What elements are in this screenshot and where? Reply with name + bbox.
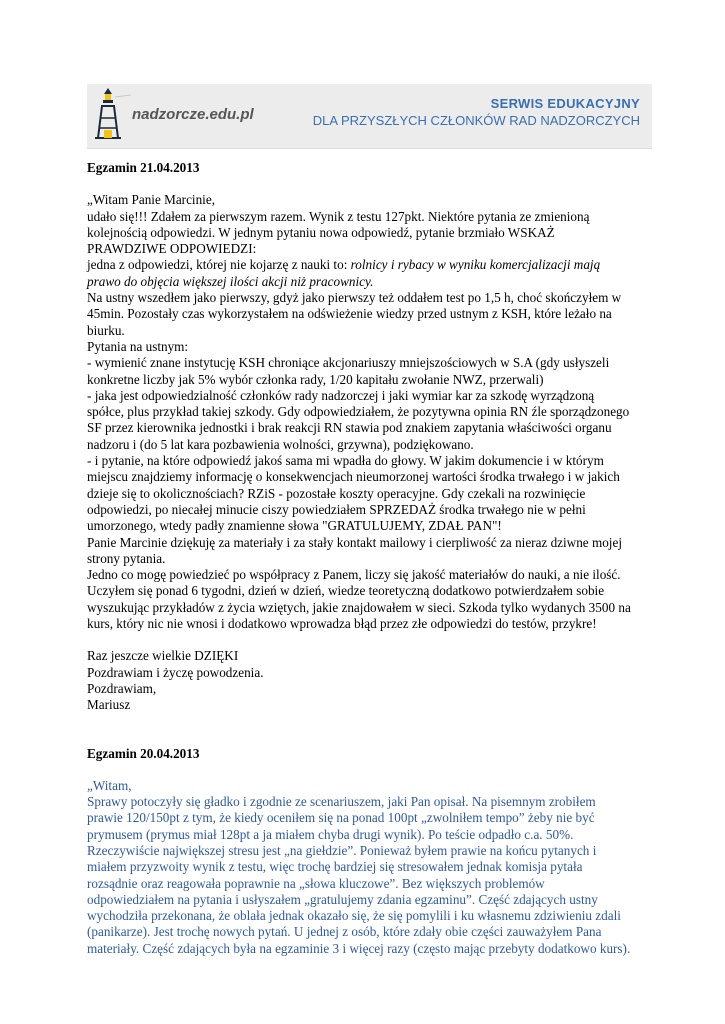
- site-banner: [87, 84, 652, 149]
- entry-paragraph-lead: jedna z odpowiedzi, której nie kojarzę z nauki to:: [87, 257, 351, 273]
- entry-paragraph: udało się!!! Zdałem za pierwszym razem. Wynik z testu 127pkt. Niektóre pytania ze zmienioną kolejnością odpowiedzi. W jednym pytaniu nowa odpowiedź, pytanie brzmiało WSKAŻ PRAWDZIWE ODPOWIEDZI:: [87, 208, 590, 257]
- entry-paragraph: - i pytanie, na które odpowiedź jakoś sama mi wpadła do głowy. W jakim dokumencie i w którym miejscu znajdziemy informację o konsekwencjach nieumorzonej wartości środka trwałego i w jakich dzieje się to okolicznościach? RZiS - pozostałe koszty operacyjne. Gdy czekali na rozwinięcie odpowiedzi, po niecałej minucie ciszy powiedziałem SPRZEDAŻ środka trwałego nie w pełni umorzonego, wtedy padły znamienne słowa "GRATULUJEMY, ZDAŁ PAN"!: [87, 453, 620, 534]
- entry-heading: Egzamin 21.04.2013: [87, 160, 200, 175]
- entry-closing: Pozdrawiam,: [87, 680, 157, 696]
- entry-paragraph: Sprawy potoczyły się gładko i zgodnie ze scenariuszem, jaki Pan opisał. Na pisemnym zrobiłem prawie 120/150pt z tym, że kiedy oceniłem się na ponad 100pt „zwolniłem tempo” żeby nie być prymusem (prymus miał 128pt a ja miałem chyba drugi wynik). Po teście odpadło c.a. 50%. Rzeczywiście największej stresu jest „na giełdzie”. Ponieważ byłem prawie na końcu pytanych i miałem przyzwoity wynik z testu, więc trochę bardziej się stresowałem jednak komisja pytała rozsądnie oraz reagowała poprawnie na „słowa kluczowe”. Bez większych problemów odpowiedziałem na pytania i usłyszałem „gratulujemy zdania egzaminu”. Część zdających ustny wychodziła przekonana, że oblała jednak okazało się, że się pomylili i ku własnemu zdziwieniu zdali (panikarze). Jest trochę nowych pytań. U jednej z osób, które zdały obie części zauważyłem Pana materiały. Część zdających była na egzaminie 3 i więcej razy (często mając przebyty dodatkowo kurs).: [87, 794, 631, 956]
- entry-greeting: „Witam,: [87, 777, 132, 793]
- entry-paragraph: Pytania na ustnym:: [87, 338, 189, 354]
- entry-paragraph: - wymienić znane instytucję KSH chroniące akcjonariuszy mniejszościowych w S.A (gdy usłyszeli konkretne liczby jak 5% wybór członka rady, 1/20 kapitału zwołanie NWZ, przerwali): [87, 355, 610, 387]
- testimonial-entry-2: [87, 746, 632, 958]
- site-name[interactable]: nadzorcze.edu.pl: [132, 106, 254, 123]
- entry-closing: Pozdrawiam i życzę powodzenia.: [87, 664, 264, 680]
- entry-quote-italic: rolnicy i rybacy w wyniku komercjalizacji mają prawo do objęcia większej ilości akcji niż pracownicy.: [87, 257, 601, 289]
- entry-paragraph: [87, 257, 632, 290]
- entry-signature: Mariusz: [87, 697, 131, 713]
- testimonial-entry-1: [87, 160, 632, 714]
- entry-closing: Raz jeszcze wielkie DZIĘKI: [87, 648, 239, 664]
- banner-title: SERWIS EDUKACYJNY: [490, 96, 640, 111]
- banner-subtitle: DLA PRZYSZŁYCH CZŁONKÓW RAD NADZORCZYCH: [312, 113, 640, 128]
- entry-paragraph: Panie Marcinie dziękuję za materiały i za stały kontakt mailowy i cierpliwość za nieraz dziwne mojej strony pytania.: [87, 534, 622, 566]
- entry-paragraph: Jedno co mogę powiedzieć po współpracy z Panem, liczy się jakość materiałów do nauki, a nie ilość. Uczyłem się ponad 6 tygodni, dzień w dzień, wiedze teoretyczną dodatkowo potwierdzałem sobie wyszukując przykładów z życia wziętych, jakie znajdowałem w sieci. Szkoda tylko wydanych 3500 na kurs, który nic nie wnosi i dodatkowo wprowadza błąd przez złe odpowiedzi do testów, przykre!: [87, 567, 631, 632]
- page-content: [87, 160, 632, 957]
- entry-paragraph: - jaka jest odpowiedzialność członków rady nadzorczej i jaki wymiar kar za szkodę wyrządzoną spółce, plus przykład takiej szkody. Gdy odpowiedziałem, że pozytywna opinia RN źle sporządzonego SF przez kierownika jednostki i brak reakcji RN stawia pod znakiem zapytania właściwości organu nadzoru i (do 5 lat kara pozbawienia wolności, grzywna), podziękowano.: [87, 387, 630, 452]
- entry-greeting: „Witam Panie Marcinie,: [87, 192, 215, 208]
- entry-paragraph: Na ustny wszedłem jako pierwszy, gdyż jako pierwszy też oddałem test po 1,5 h, choć skończyłem w 45min. Pozostały czas wykorzystałem na odświeżenie wiedzy przed ustnym z KSH, które leżało na biurku.: [87, 290, 622, 338]
- entry-heading: Egzamin 20.04.2013: [87, 745, 200, 761]
